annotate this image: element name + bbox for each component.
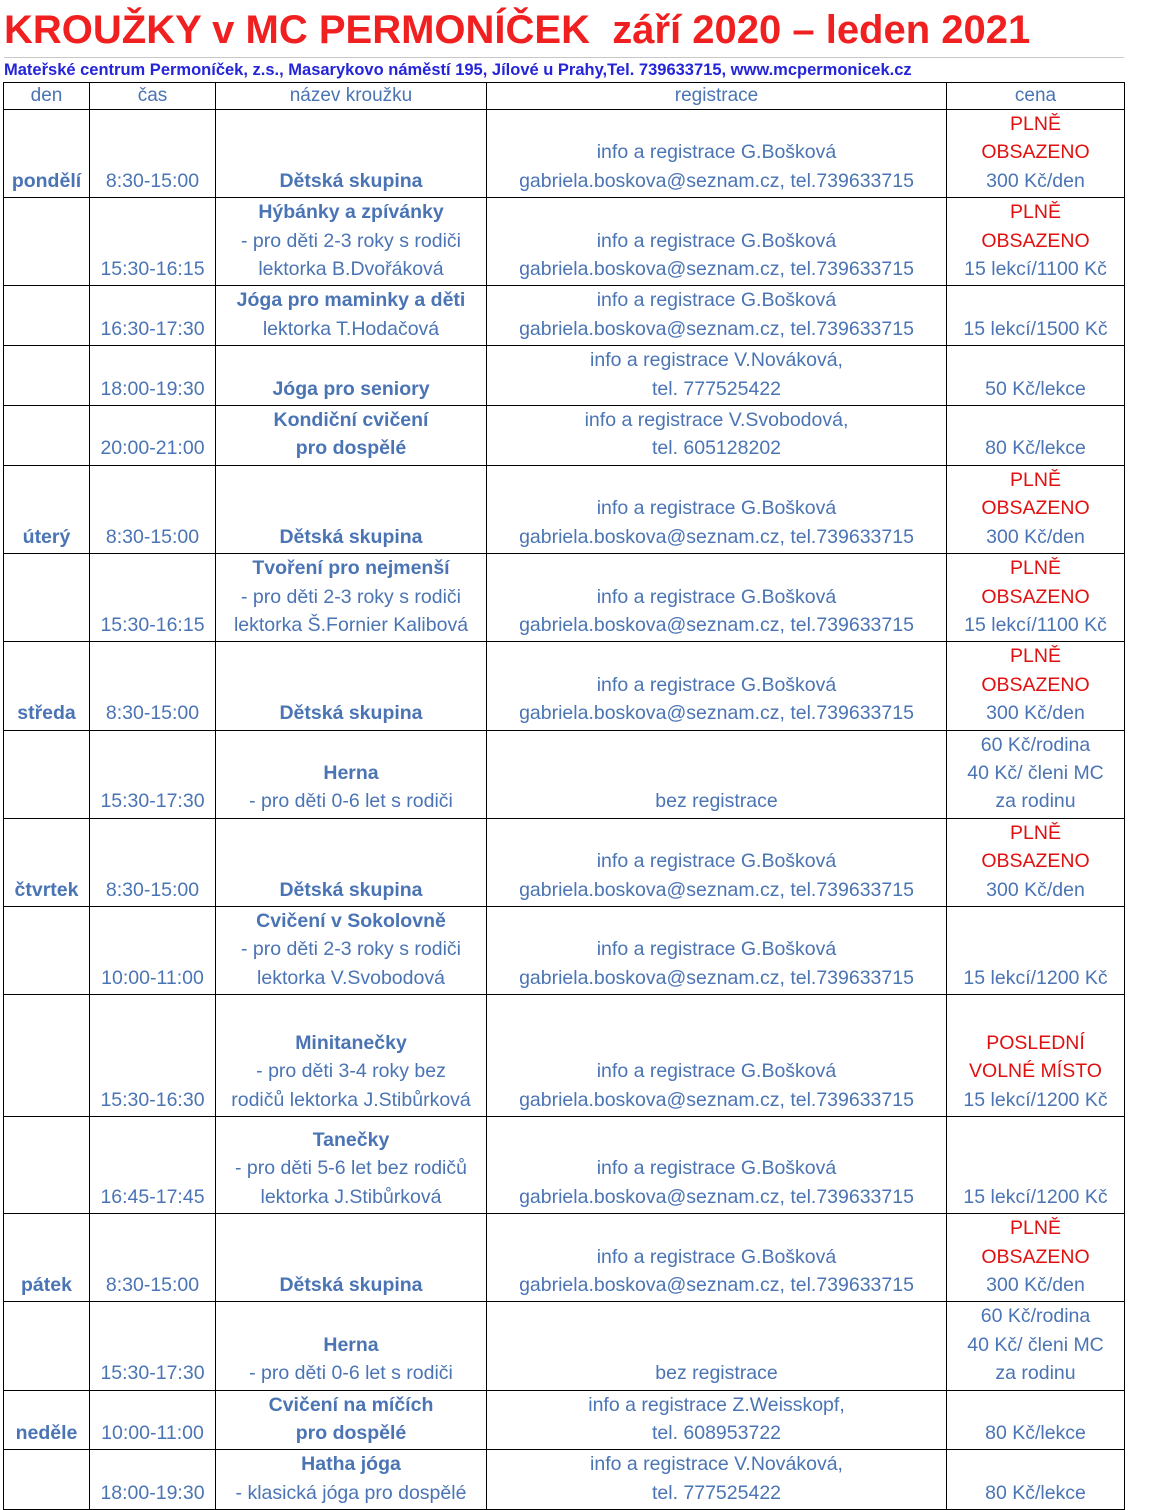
registration-line: info a registrace Z.Weisskopf,: [588, 1393, 845, 1416]
table-row: [4, 1302, 1125, 1390]
day-label: pondělí: [11, 169, 82, 192]
day-cell: [4, 406, 90, 466]
registration-line: info a registrace G.Bošková: [596, 1060, 837, 1083]
activity-description: lektorka B.Dvořáková: [258, 258, 444, 281]
day-label: čtvrtek: [14, 878, 79, 901]
activity-name: Dětská skupina: [279, 702, 423, 725]
activity-cell: [216, 554, 487, 642]
table-row: [4, 642, 1125, 730]
time-label: 15:30-16:15: [100, 258, 205, 281]
time-cell: [90, 110, 216, 198]
activity-description: - klasická jóga pro dospělé: [235, 1481, 467, 1504]
availability-status: OBSAZENO: [981, 141, 1090, 164]
registration-cell: [487, 346, 947, 406]
contact-line: Mateřské centrum Permoníček, z.s., Masarykovo náměstí 195, Jílové u Prahy,Tel. 739633715, www.mcpermonicek.cz: [4, 57, 1124, 82]
table-row: [4, 906, 1125, 994]
registration-line: gabriela.boskova@seznam.cz, tel.739633715: [519, 1185, 914, 1208]
availability-status: PLNĚ: [1010, 645, 1061, 668]
activity-cell: [216, 818, 487, 906]
registration-line: info a registrace G.Bošková: [596, 229, 837, 252]
column-header-name: název kroužku: [216, 83, 487, 110]
day-label: neděle: [15, 1422, 78, 1445]
price-line: 300 Kč/den: [986, 878, 1085, 901]
time-cell: [90, 1450, 216, 1510]
price-cell: [947, 554, 1125, 642]
activity-cell: [216, 198, 487, 286]
activity-description: - pro děti 0-6 let s rodiči: [249, 1362, 453, 1385]
time-cell: [90, 1117, 216, 1214]
price-cell: [947, 198, 1125, 286]
registration-line: info a registrace V.Nováková,: [590, 349, 843, 372]
availability-status: PLNĚ: [1010, 113, 1061, 135]
activity-description: lektorka Š.Fornier Kalibová: [233, 613, 469, 636]
activity-name: Kondiční cvičení: [273, 409, 429, 432]
registration-line: gabriela.boskova@seznam.cz, tel.739633715: [519, 169, 914, 192]
price-line: 15 lekcí/1500 Kč: [963, 317, 1108, 340]
time-cell: [90, 406, 216, 466]
registration-line: info a registrace G.Bošková: [596, 141, 837, 164]
registration-cell: [487, 818, 947, 906]
time-label: 8:30-15:00: [105, 702, 200, 725]
time-cell: [90, 818, 216, 906]
page-title: KROUŽKY v MC PERMONÍČEK září 2020 – leden 2021: [4, 8, 1031, 52]
time-cell: [90, 995, 216, 1117]
registration-cell: [487, 730, 947, 818]
day-cell: [4, 465, 90, 553]
registration-line: gabriela.boskova@seznam.cz, tel.739633715: [519, 613, 914, 636]
table-row: [4, 1117, 1125, 1214]
registration-cell: [487, 406, 947, 466]
price-cell: [947, 995, 1125, 1117]
time-label: 8:30-15:00: [105, 878, 200, 901]
price-line: 60 Kč/rodina: [980, 733, 1091, 756]
registration-line: tel. 605128202: [651, 437, 782, 460]
registration-cell: [487, 465, 947, 553]
price-cell: [947, 730, 1125, 818]
table-row: [4, 818, 1125, 906]
availability-status: PLNĚ: [1010, 1217, 1061, 1240]
day-cell: [4, 642, 90, 730]
registration-line: gabriela.boskova@seznam.cz, tel.739633715: [519, 1088, 914, 1111]
day-cell: [4, 346, 90, 406]
time-cell: [90, 286, 216, 346]
price-line: 15 lekcí/1200 Kč: [963, 1185, 1108, 1208]
time-cell: [90, 730, 216, 818]
day-cell: [4, 1302, 90, 1390]
table-row: [4, 1390, 1125, 1450]
time-label: 16:30-17:30: [100, 317, 205, 340]
table-row: [4, 198, 1125, 286]
price-cell: [947, 642, 1125, 730]
column-header-registration: registrace: [487, 83, 947, 110]
time-label: 8:30-15:00: [105, 1274, 200, 1296]
time-label: 15:30-16:30: [100, 1088, 205, 1111]
activity-cell: [216, 730, 487, 818]
activity-description: - pro děti 0-6 let s rodiči: [249, 790, 453, 813]
price-cell: [947, 406, 1125, 466]
price-line: 50 Kč/lekce: [985, 377, 1086, 400]
activity-cell: [216, 906, 487, 994]
activity-description: - pro děti 2-3 roky s rodiči: [241, 585, 461, 608]
availability-status: OBSAZENO: [981, 673, 1090, 696]
price-cell: [947, 346, 1125, 406]
activity-cell: [216, 1214, 487, 1302]
registration-cell: [487, 198, 947, 286]
price-line: 80 Kč/lekce: [985, 1481, 1086, 1504]
day-cell: [4, 554, 90, 642]
day-cell: [4, 818, 90, 906]
activity-description: lektorka V.Svobodová: [257, 966, 445, 989]
activity-cell: [216, 995, 487, 1117]
registration-line: info a registrace V.Svobodová,: [584, 409, 849, 432]
day-label: úterý: [22, 525, 71, 548]
time-label: 8:30-15:00: [105, 525, 200, 548]
price-line: 40 Kč/ členi MC: [967, 761, 1104, 784]
time-label: 15:30-16:15: [100, 613, 205, 636]
price-cell: [947, 1214, 1125, 1302]
day-cell: [4, 286, 90, 346]
activity-name: Cvičení v Sokolovně: [256, 909, 446, 932]
price-line: za rodinu: [995, 1362, 1076, 1385]
activity-name: Hýbánky a zpívánky: [258, 201, 444, 224]
registration-line: info a registrace G.Bošková: [596, 497, 837, 520]
table-row: [4, 110, 1125, 198]
activity-cell: [216, 642, 487, 730]
price-cell: [947, 1117, 1125, 1214]
header-row: [4, 83, 1125, 110]
activity-name: Hatha jóga: [301, 1453, 401, 1476]
registration-line: bez registrace: [655, 790, 778, 813]
time-cell: [90, 1302, 216, 1390]
activity-cell: [216, 286, 487, 346]
price-line: 15 lekcí/1100 Kč: [964, 613, 1107, 636]
availability-status: PLNĚ: [1010, 468, 1061, 491]
time-cell: [90, 1390, 216, 1450]
availability-status: OBSAZENO: [981, 850, 1090, 873]
table-row: [4, 406, 1125, 466]
activity-name: Tanečky: [312, 1128, 390, 1151]
registration-line: gabriela.boskova@seznam.cz, tel.739633715: [519, 525, 914, 548]
table-row: [4, 554, 1125, 642]
registration-line: tel. 608953722: [651, 1422, 782, 1445]
registration-line: info a registrace G.Bošková: [596, 938, 837, 961]
time-label: 10:00-11:00: [101, 966, 204, 989]
registration-cell: [487, 1214, 947, 1302]
day-cell: [4, 1214, 90, 1302]
availability-status: OBSAZENO: [981, 585, 1090, 608]
price-cell: [947, 906, 1125, 994]
activity-cell: [216, 110, 487, 198]
availability-status: VOLNÉ MÍSTO: [969, 1060, 1102, 1083]
availability-status: PLNĚ: [1010, 201, 1061, 224]
day-cell: [4, 730, 90, 818]
price-cell: [947, 1390, 1125, 1450]
table-row: [4, 1450, 1125, 1510]
time-cell: [90, 198, 216, 286]
registration-line: gabriela.boskova@seznam.cz, tel.739633715: [519, 702, 914, 725]
column-header-price: cena: [947, 83, 1125, 110]
table-row: [4, 346, 1125, 406]
registration-cell: [487, 554, 947, 642]
registration-cell: [487, 286, 947, 346]
registration-cell: [487, 642, 947, 730]
registration-line: info a registrace G.Bošková: [596, 850, 837, 873]
activity-cell: [216, 346, 487, 406]
activity-cell: [216, 1302, 487, 1390]
registration-line: info a registrace G.Bošková: [596, 1245, 837, 1268]
price-cell: [947, 286, 1125, 346]
time-cell: [90, 1214, 216, 1302]
activity-name: Minitanečky: [295, 1031, 407, 1054]
activity-name: Herna: [323, 1333, 379, 1356]
day-cell: [4, 1450, 90, 1510]
registration-cell: [487, 995, 947, 1117]
price-line: 40 Kč/ členi MC: [967, 1333, 1104, 1356]
availability-status: POSLEDNÍ: [986, 1031, 1085, 1054]
availability-status: OBSAZENO: [981, 229, 1090, 252]
schedule-table: [3, 82, 1125, 1510]
activity-name-line2: pro dospělé: [295, 437, 407, 460]
registration-line: tel. 777525422: [651, 1481, 782, 1504]
registration-line: gabriela.boskova@seznam.cz, tel.739633715: [519, 966, 914, 989]
registration-line: info a registrace G.Bošková: [596, 673, 837, 696]
registration-line: gabriela.boskova@seznam.cz, tel.739633715: [519, 878, 914, 901]
time-label: 16:45-17:45: [100, 1185, 205, 1208]
price-line: 15 lekcí/1200 Kč: [963, 1088, 1108, 1111]
registration-cell: [487, 110, 947, 198]
registration-cell: [487, 1450, 947, 1510]
time-label: 10:00-11:00: [101, 1422, 204, 1445]
time-cell: [90, 465, 216, 553]
table-row: [4, 995, 1125, 1117]
activity-description: - pro děti 2-3 roky s rodiči: [241, 938, 461, 961]
availability-status: OBSAZENO: [981, 1245, 1090, 1268]
activity-cell: [216, 406, 487, 466]
activity-name-line2: pro dospělé: [295, 1422, 407, 1445]
price-line: 80 Kč/lekce: [985, 1422, 1086, 1445]
day-label: pátek: [21, 1274, 72, 1296]
price-cell: [947, 1302, 1125, 1390]
availability-status: PLNĚ: [1010, 557, 1061, 580]
price-line: 60 Kč/rodina: [980, 1305, 1091, 1328]
price-line: 15 lekcí/1100 Kč: [964, 258, 1107, 281]
time-label: 18:00-19:30: [100, 1481, 205, 1504]
time-cell: [90, 906, 216, 994]
activity-description: - pro děti 2-3 roky s rodiči: [241, 229, 461, 252]
registration-line: info a registrace G.Bošková: [596, 585, 837, 608]
time-label: 15:30-17:30: [100, 790, 205, 813]
registration-line: gabriela.boskova@seznam.cz, tel.739633715: [519, 317, 914, 340]
price-cell: [947, 818, 1125, 906]
activity-name: Dětská skupina: [279, 169, 423, 192]
activity-name: Dětská skupina: [279, 878, 423, 901]
time-label: 8:30-15:00: [105, 169, 200, 192]
day-cell: [4, 110, 90, 198]
registration-line: gabriela.boskova@seznam.cz, tel.739633715: [519, 1274, 914, 1296]
availability-status: OBSAZENO: [981, 497, 1090, 520]
time-label: 15:30-17:30: [100, 1362, 205, 1385]
time-label: 18:00-19:30: [100, 377, 205, 400]
activity-name: Jóga pro seniory: [272, 377, 430, 400]
day-cell: [4, 995, 90, 1117]
price-cell: [947, 465, 1125, 553]
activity-description: rodičů lektorka J.Stibůrková: [231, 1088, 471, 1111]
table-row: [4, 730, 1125, 818]
registration-line: bez registrace: [655, 1362, 778, 1385]
price-line: 300 Kč/den: [986, 169, 1085, 192]
price-line: 300 Kč/den: [986, 525, 1085, 548]
column-header-time: čas: [90, 83, 216, 110]
day-cell: [4, 198, 90, 286]
activity-name: Dětská skupina: [279, 1274, 423, 1296]
day-cell: [4, 1117, 90, 1214]
activity-cell: [216, 465, 487, 553]
activity-name: Herna: [323, 761, 379, 784]
activity-name: Jóga pro maminky a děti: [236, 289, 466, 312]
registration-cell: [487, 1390, 947, 1450]
schedule-body: [4, 110, 1125, 1510]
time-cell: [90, 346, 216, 406]
price-cell: [947, 110, 1125, 198]
registration-line: tel. 777525422: [651, 377, 782, 400]
time-cell: [90, 642, 216, 730]
activity-cell: [216, 1117, 487, 1214]
price-cell: [947, 1450, 1125, 1510]
registration-line: gabriela.boskova@seznam.cz, tel.739633715: [519, 258, 914, 281]
registration-cell: [487, 1302, 947, 1390]
activity-description: - pro děti 5-6 let bez rodičů: [235, 1157, 467, 1180]
activity-description: lektorka T.Hodačová: [262, 317, 440, 340]
table-row: [4, 286, 1125, 346]
day-cell: [4, 1390, 90, 1450]
availability-status: PLNĚ: [1010, 821, 1061, 844]
price-line: za rodinu: [995, 790, 1076, 813]
activity-cell: [216, 1450, 487, 1510]
price-line: 15 lekcí/1200 Kč: [963, 966, 1108, 989]
price-line: 80 Kč/lekce: [985, 437, 1086, 460]
time-cell: [90, 554, 216, 642]
day-label: středa: [17, 702, 76, 725]
activity-description: - pro děti 3-4 roky bez: [256, 1060, 446, 1083]
time-label: 20:00-21:00: [100, 437, 205, 460]
price-line: 300 Kč/den: [986, 1274, 1085, 1296]
table-row: [4, 1214, 1125, 1302]
registration-cell: [487, 1117, 947, 1214]
activity-name: Cvičení na míčích: [268, 1393, 434, 1416]
registration-line: info a registrace V.Nováková,: [590, 1453, 843, 1476]
day-cell: [4, 906, 90, 994]
activity-name: Dětská skupina: [279, 525, 423, 548]
registration-line: info a registrace G.Bošková: [596, 289, 837, 312]
registration-cell: [487, 906, 947, 994]
activity-description: lektorka J.Stibůrková: [260, 1185, 442, 1208]
activity-cell: [216, 1390, 487, 1450]
column-header-day: den: [4, 83, 90, 110]
registration-line: info a registrace G.Bošková: [596, 1157, 837, 1180]
activity-name: Tvoření pro nejmenší: [252, 557, 450, 580]
price-line: 300 Kč/den: [986, 702, 1085, 725]
table-row: [4, 465, 1125, 553]
